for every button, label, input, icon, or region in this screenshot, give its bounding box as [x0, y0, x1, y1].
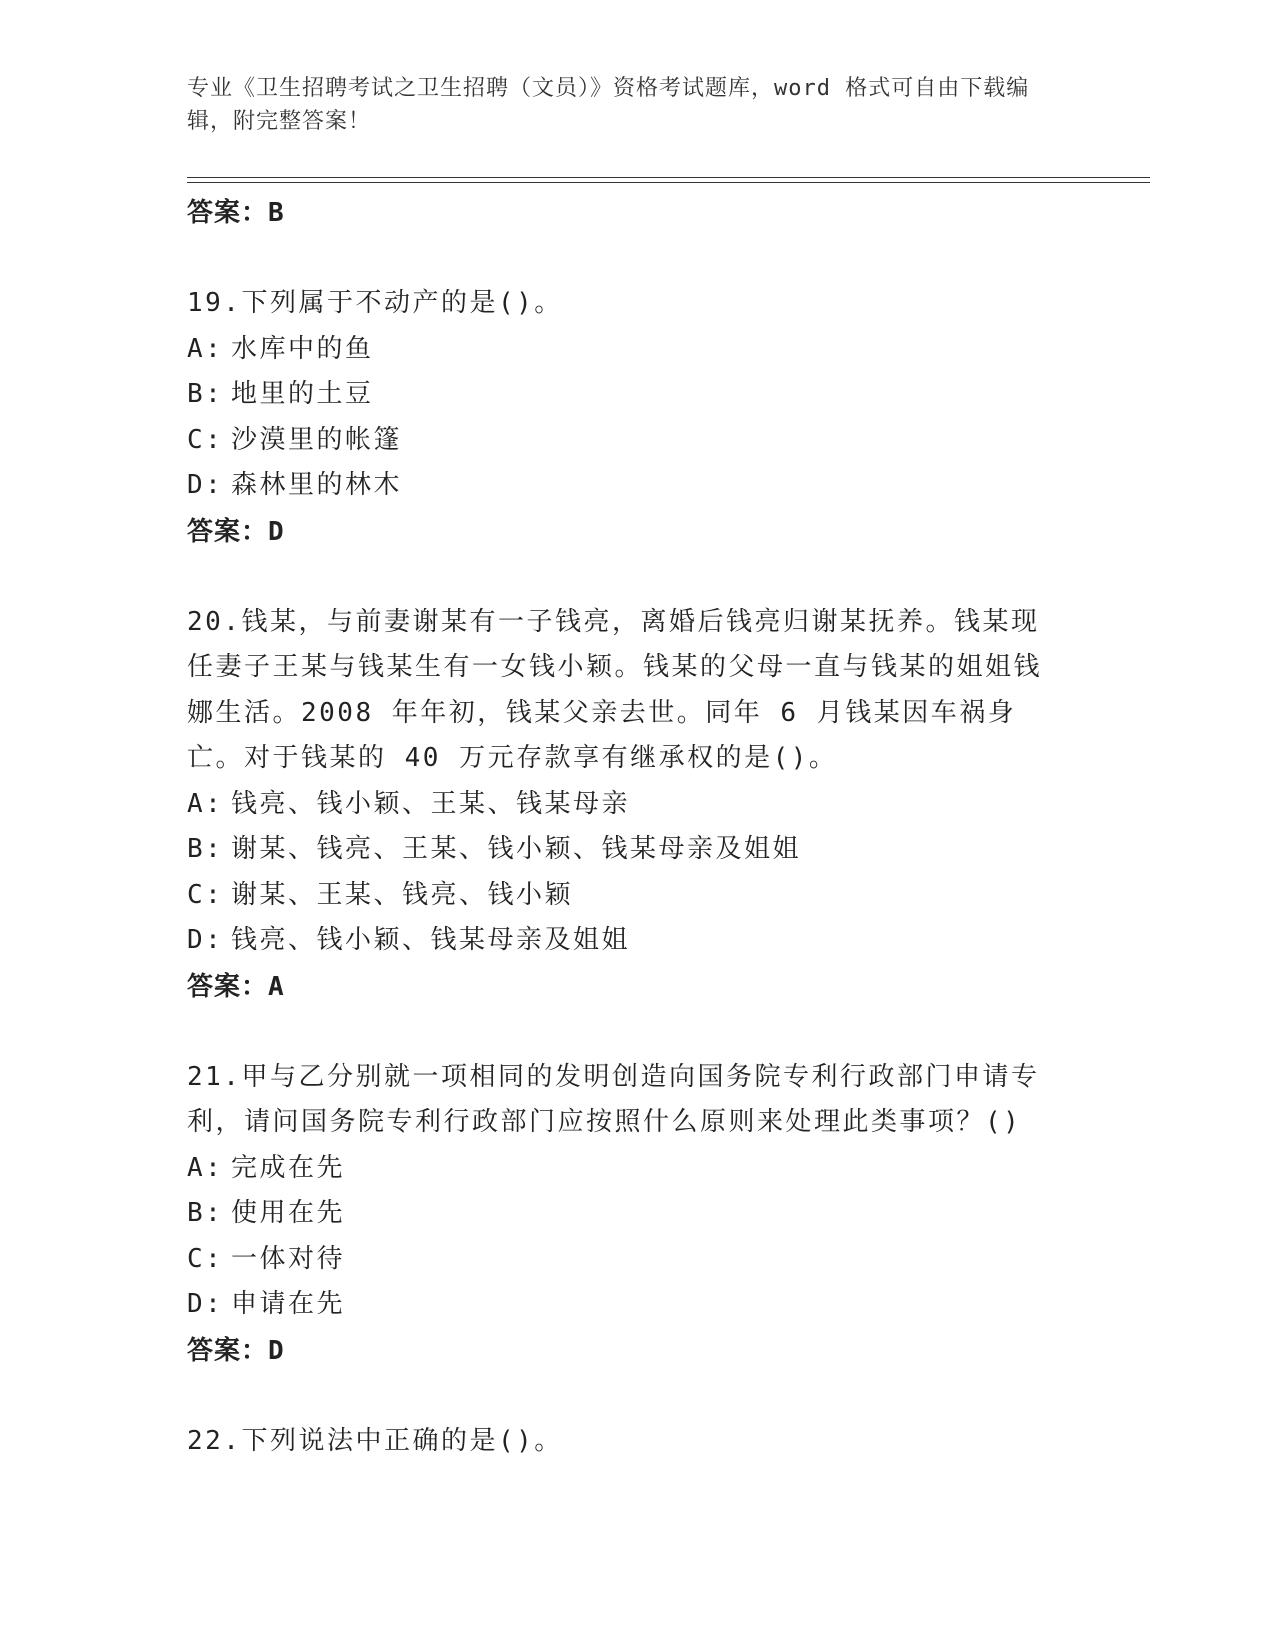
option-c: [187, 418, 1087, 464]
option-letter: D:: [187, 925, 224, 955]
answer-21: 答案：D: [187, 1335, 285, 1366]
option-d: [187, 1282, 1087, 1328]
header-rule-bottom: [187, 182, 1150, 183]
option-text: 谢某、钱亮、王某、钱小颖、钱某母亲及姐姐: [231, 834, 802, 864]
option-text: 地里的土豆: [231, 379, 374, 409]
option-text: 谢某、王某、钱亮、钱小颖: [231, 879, 574, 910]
option-c: [187, 873, 1087, 919]
previous-answer: 答案：B: [187, 198, 285, 228]
question-text: 19.下列属于不动产的是()。: [187, 288, 563, 318]
option-a: [187, 327, 1087, 373]
option-text: 一体对待: [231, 1243, 346, 1274]
option-letter: A:: [187, 333, 224, 364]
option-text: 水库中的鱼: [231, 333, 374, 364]
option-text: 申请在先: [231, 1289, 346, 1319]
question-text: 22.下列说法中正确的是()。: [187, 1425, 563, 1456]
option-letter: A:: [187, 1152, 224, 1183]
spacer: [187, 555, 1087, 600]
question-text: 20.钱某，与前妻谢某有一子钱亮，离婚后钱亮归谢某抚养。钱某现任妻子王某与钱某生有一女钱小颖。钱某的父母一直与钱某的姐姐钱娜生活。2008 年年初，钱某父亲去世。同年 6 月钱某因车祸身亡。对于钱某的 40 万元存款享有继承权的是()。: [187, 606, 1043, 773]
option-a: [187, 782, 1087, 828]
option-text: 使用在先: [231, 1198, 346, 1228]
option-b: [187, 1191, 1087, 1237]
option-letter: C:: [187, 1243, 224, 1274]
question-20: [187, 600, 1087, 1010]
question-19: [187, 281, 1087, 555]
spacer: [187, 1010, 1087, 1055]
option-text: 钱亮、钱小颖、钱某母亲及姐姐: [231, 925, 631, 955]
option-letter: A:: [187, 788, 224, 819]
option-text: 完成在先: [231, 1152, 346, 1183]
option-letter: B:: [187, 834, 224, 864]
option-letter: B:: [187, 1198, 224, 1228]
page-header: 专业《卫生招聘考试之卫生招聘（文员）》资格考试题库，word 格式可自由下载编辑，附完整答案！: [187, 76, 1030, 134]
question-text: 21.甲与乙分别就一项相同的发明创造向国务院专利行政部门申请专利，请问国务院专利行政部门应按照什么原则来处理此类事项？(): [187, 1061, 1040, 1137]
spacer: [187, 236, 1087, 281]
answer-20: 答案：A: [187, 971, 285, 1002]
option-a: [187, 1146, 1087, 1192]
option-letter: D:: [187, 470, 224, 500]
answer-19: 答案：D: [187, 516, 285, 547]
option-text: 钱亮、钱小颖、王某、钱某母亲: [231, 788, 631, 819]
option-letter: C:: [187, 424, 224, 455]
question-21: [187, 1055, 1087, 1374]
spacer: [187, 1374, 1087, 1419]
option-letter: C:: [187, 879, 224, 910]
option-letter: D:: [187, 1289, 224, 1319]
option-text: 沙漠里的帐篷: [231, 424, 403, 455]
option-text: 森林里的林木: [231, 470, 403, 500]
option-b: [187, 827, 1087, 873]
header-rule-top: [187, 177, 1150, 178]
question-22: [187, 1419, 1087, 1465]
option-letter: B:: [187, 379, 224, 409]
option-b: [187, 372, 1087, 418]
option-d: [187, 918, 1087, 964]
option-c: [187, 1237, 1087, 1283]
option-d: [187, 463, 1087, 509]
document-body: [187, 190, 1087, 1464]
